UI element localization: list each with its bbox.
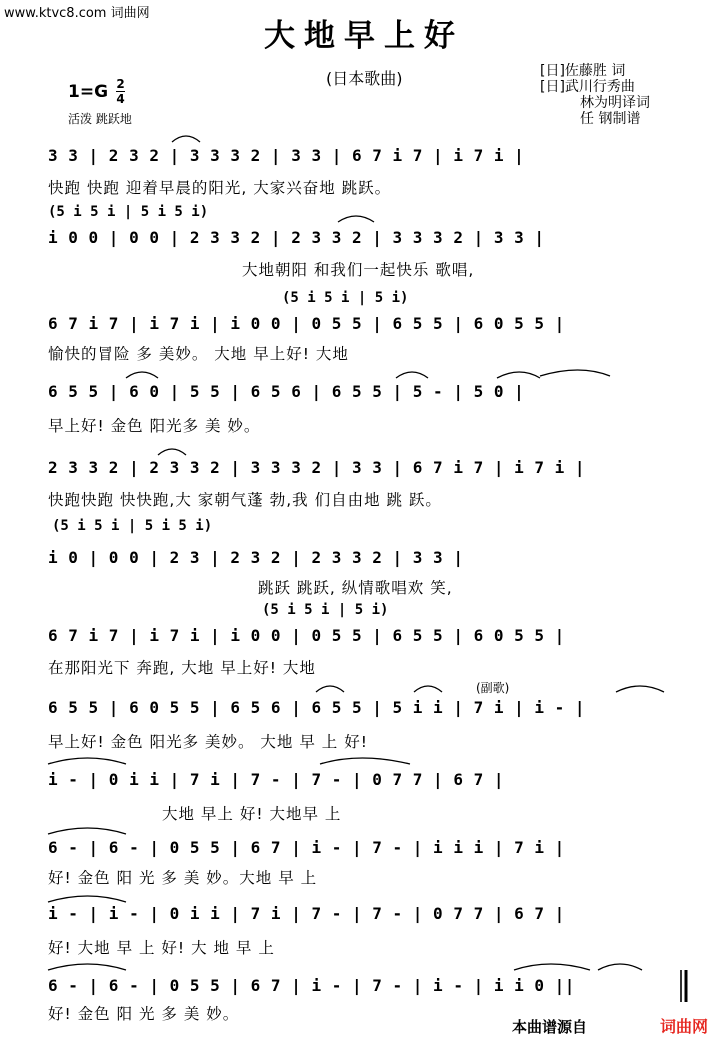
- slur: [414, 686, 442, 692]
- score-row-4-lyrics: 早上好! 金色 阳光多 美 妙。: [48, 417, 261, 435]
- score-row-1-notes: 3 3 | 2 3 2 | 3 3 3 2 | 3 3 | 6 7 i 7 | i 7 i |: [48, 146, 525, 165]
- score-row-8-notes: 6 5 5 | 6 0 5 5 | 6 5 6 | 6 5 5 | 5 i i | 7 i | i - |: [48, 698, 586, 717]
- slur: [396, 372, 428, 378]
- slur: [598, 964, 642, 970]
- slur: [338, 216, 374, 222]
- tie: [616, 686, 664, 692]
- score-row-8-lyrics: 早上好! 金色 阳光多 美妙。 大地 早 上 好!: [48, 733, 368, 751]
- slur: [158, 449, 186, 455]
- score-row-7-sub: (5 i 5 i | 5 i): [262, 602, 389, 618]
- score-row-10-lyrics: 好! 金色 阳 光 多 美 妙。大地 早 上: [48, 869, 318, 887]
- score-row-3-sub: (5 i 5 i | 5 i): [282, 290, 409, 306]
- song-subtitle: (日本歌曲): [326, 69, 403, 88]
- slur: [126, 372, 158, 378]
- chorus-label: (副歌): [476, 681, 510, 695]
- credit-composer: [日]武川行秀曲: [540, 79, 635, 95]
- site-logo[interactable]: 词曲网: [660, 1017, 709, 1036]
- score-row-7-notes: 6 7 i 7 | i 7 i | i 0 0 | 0 5 5 | 6 5 5 | 6 0 5 5 |: [48, 626, 565, 645]
- score-row-10-notes: 6 - | 6 - | 0 5 5 | 6 7 | i - | 7 - | i i i | 7 i |: [48, 838, 565, 857]
- credit-lyricist: [日]佐藤胜 词: [540, 63, 626, 79]
- tie: [320, 758, 410, 764]
- score-row-12-lyrics: 好! 金色 阳 光 多 美 妙。: [48, 1005, 240, 1023]
- score-row-11-notes: i - | i - | 0 i i | 7 i | 7 - | 7 - | 0 7 7 | 6 7 |: [48, 904, 565, 923]
- tie: [540, 370, 610, 376]
- time-signature-top: 2: [116, 77, 125, 91]
- slur: [172, 136, 200, 142]
- score-row-12-notes: 6 - | 6 - | 0 5 5 | 6 7 | i - | 7 - | i - | i i 0 ||: [48, 976, 575, 995]
- site-url[interactable]: www.ktvc8.com 词曲网: [4, 6, 150, 21]
- score-row-2-sub: (5 i 5 i | 5 i 5 i): [48, 204, 209, 220]
- score-row-9-lyrics: 大地 早上 好! 大地早 上: [162, 805, 342, 823]
- tie: [514, 964, 590, 970]
- score-row-3-lyrics: 愉快的冒险 多 美妙。 大地 早上好! 大地: [48, 345, 349, 363]
- score-row-5-notes: 2 3 3 2 | 2 3 3 2 | 3 3 3 2 | 3 3 | 6 7 i 7 | i 7 i |: [48, 458, 586, 477]
- score-row-3-notes: 6 7 i 7 | i 7 i | i 0 0 | 0 5 5 | 6 5 5 | 6 0 5 5 |: [48, 314, 565, 333]
- score-row-5-lyrics: 快跑快跑 快快跑,大 家朝气蓬 勃,我 们自由地 跳 跃。: [48, 491, 442, 509]
- score-row-6-sub: (5 i 5 i | 5 i 5 i): [52, 518, 213, 534]
- score-row-6-lyrics: 跳跃 跳跃, 纵情歌唱欢 笑,: [258, 579, 453, 597]
- score-row-1-lyrics: 快跑 快跑 迎着早晨的阳光, 大家兴奋地 跳跃。: [48, 179, 392, 197]
- tie: [48, 828, 126, 834]
- tie: [48, 896, 126, 902]
- score-row-7-lyrics: 在那阳光下 奔跑, 大地 早上好! 大地: [48, 659, 316, 677]
- score-row-2-notes: i 0 0 | 0 0 | 2 3 3 2 | 2 3 3 2 | 3 3 3 2 | 3 3 |: [48, 228, 545, 247]
- source-note: 本曲谱源自: [512, 1018, 588, 1036]
- credit-arranger: 任 钢制谱: [580, 111, 641, 127]
- tempo-marking: 活泼 跳跃地: [68, 112, 132, 126]
- score-row-11-lyrics: 好! 大地 早 上 好! 大 地 早 上: [48, 939, 275, 957]
- song-title: 大地早上好: [264, 18, 464, 54]
- slur: [316, 686, 344, 692]
- score-row-6-notes: i 0 | 0 0 | 2 3 | 2 3 2 | 2 3 3 2 | 3 3 |: [48, 548, 464, 567]
- score-row-4-notes: 6 5 5 | 6 0 | 5 5 | 6 5 6 | 6 5 5 | 5 - | 5 0 |: [48, 382, 525, 401]
- time-signature-bottom: 4: [116, 92, 125, 106]
- slur: [497, 372, 540, 378]
- tie: [48, 758, 126, 764]
- score-row-9-notes: i - | 0 i i | 7 i | 7 - | 7 - | 0 7 7 | 6 7 |: [48, 770, 504, 789]
- tie: [48, 964, 126, 970]
- key-signature: 1=G: [68, 82, 109, 102]
- credit-translator: 林为明译词: [580, 95, 650, 111]
- score-row-2-lyrics: 大地朝阳 和我们一起快乐 歌唱,: [242, 261, 475, 279]
